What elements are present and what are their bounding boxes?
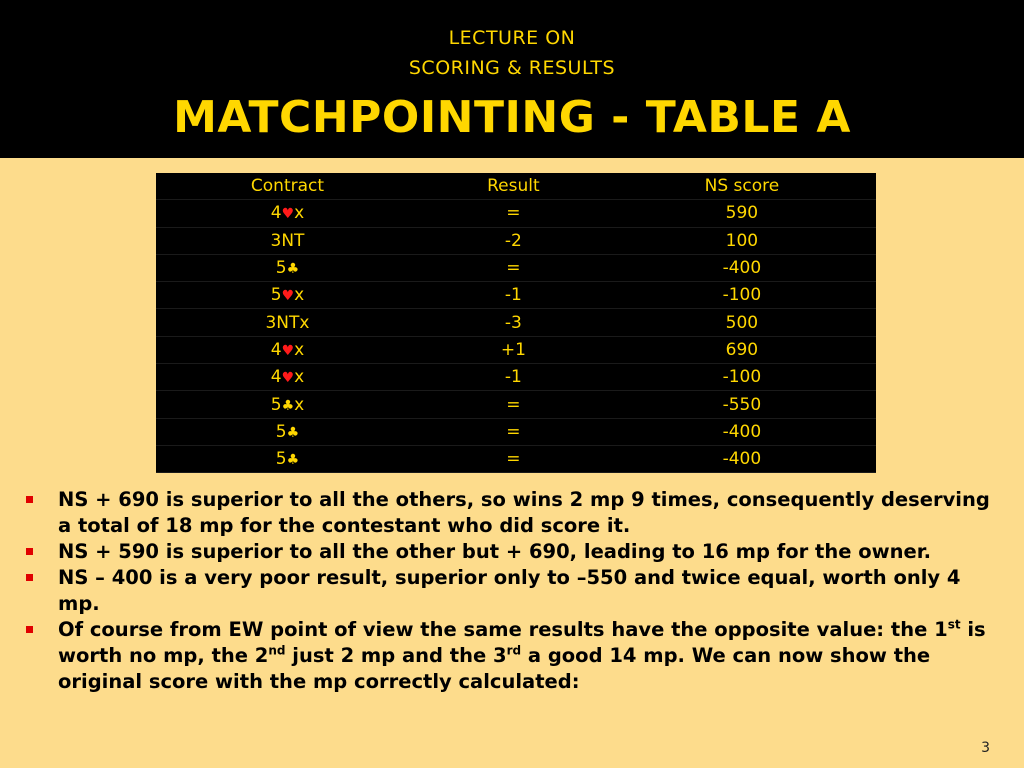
heart-suit-icon: ♥ bbox=[281, 288, 295, 305]
bullet-text-part: just 2 mp and the 3 bbox=[285, 644, 507, 667]
club-suit-icon: ♣ bbox=[281, 397, 295, 414]
result-cell: -1 bbox=[419, 364, 608, 391]
heart-suit-icon: ♥ bbox=[281, 370, 295, 387]
bullet-marker bbox=[26, 496, 33, 503]
result-cell: -1 bbox=[419, 282, 608, 309]
contract-level: 4 bbox=[270, 367, 282, 388]
table-row bbox=[156, 227, 876, 254]
bullet-marker bbox=[26, 574, 33, 581]
table-row bbox=[156, 282, 876, 309]
ns-score-cell: -400 bbox=[608, 254, 876, 281]
double-marker: x bbox=[294, 367, 305, 388]
table-row bbox=[156, 364, 876, 391]
table-row bbox=[156, 391, 876, 418]
result-cell: = bbox=[419, 418, 608, 445]
ns-score-cell: 690 bbox=[608, 336, 876, 363]
double-marker: x bbox=[294, 394, 305, 415]
contract-level: 5 bbox=[275, 421, 287, 442]
heart-suit-icon: ♥ bbox=[281, 206, 295, 223]
contract-cell bbox=[156, 200, 419, 227]
contract-cell bbox=[156, 309, 419, 336]
bullet-text: NS – 400 is a very poor result, superior only to –550 and twice equal, worth only 4 mp. bbox=[58, 566, 961, 615]
contract-cell bbox=[156, 445, 419, 472]
result-cell: -2 bbox=[419, 227, 608, 254]
column-header-ns-score: NS score bbox=[608, 173, 876, 200]
ns-score-cell: -550 bbox=[608, 391, 876, 418]
column-header-result: Result bbox=[419, 173, 608, 200]
bullet-item bbox=[26, 539, 1001, 565]
club-suit-icon: ♣ bbox=[286, 424, 300, 441]
table-row bbox=[156, 309, 876, 336]
contract-level: 5 bbox=[275, 449, 287, 470]
bullet-item bbox=[26, 617, 1001, 695]
table-row bbox=[156, 200, 876, 227]
contract-level: 5 bbox=[270, 285, 282, 306]
bullet-item bbox=[26, 565, 1001, 617]
bullet-text: NS + 690 is superior to all the others, so wins 2 mp 9 times, consequently deserving a total of 18 mp for the contestant who did score it. bbox=[58, 488, 990, 537]
slide-title: MATCHPOINTING - TABLE A bbox=[173, 92, 851, 143]
contract-level: 4 bbox=[270, 203, 282, 224]
header-subtitle-line1: LECTURE ON bbox=[448, 27, 576, 49]
contract-cell bbox=[156, 364, 419, 391]
bullet-list bbox=[26, 487, 1001, 695]
slide-header bbox=[0, 0, 1024, 158]
ns-score-cell: 100 bbox=[608, 227, 876, 254]
result-cell: = bbox=[419, 445, 608, 472]
ns-score-cell: 590 bbox=[608, 200, 876, 227]
double-marker: x bbox=[294, 285, 305, 306]
header-subtitle-line2: SCORING & RESULTS bbox=[408, 57, 616, 79]
result-cell: +1 bbox=[419, 336, 608, 363]
bullet-text-part: Of course from EW point of view the same results have the opposite value: the 1 bbox=[58, 618, 948, 641]
ns-score-cell: -400 bbox=[608, 445, 876, 472]
contract-cell bbox=[156, 418, 419, 445]
bullet-text: NS + 590 is superior to all the other but + 690, leading to 16 mp for the owner. bbox=[58, 540, 931, 563]
table-row bbox=[156, 418, 876, 445]
result-cell: -3 bbox=[419, 309, 608, 336]
score-table bbox=[156, 173, 876, 473]
club-suit-icon: ♣ bbox=[286, 452, 300, 469]
ns-score-cell: -400 bbox=[608, 418, 876, 445]
contract-cell bbox=[156, 227, 419, 254]
bullet-marker bbox=[26, 626, 33, 633]
contract-cell bbox=[156, 254, 419, 281]
contract-cell bbox=[156, 391, 419, 418]
double-marker: x bbox=[294, 203, 305, 224]
bullet-text-part: a good 14 mp. We can now show the original score with the mp correctly calculated: bbox=[58, 644, 931, 693]
ns-score-cell: -100 bbox=[608, 282, 876, 309]
ns-score-cell: 500 bbox=[608, 309, 876, 336]
contract-level: 3NT bbox=[270, 230, 305, 251]
contract-level: 5 bbox=[275, 258, 287, 279]
ordinal-suffix: nd bbox=[268, 643, 286, 658]
ordinal-suffix: st bbox=[947, 617, 961, 632]
page-number: 3 bbox=[981, 740, 990, 756]
ns-score-cell: -100 bbox=[608, 364, 876, 391]
column-header-contract: Contract bbox=[156, 173, 419, 200]
bullet-item bbox=[26, 487, 1001, 539]
bullet-marker bbox=[26, 548, 33, 555]
contract-level: 4 bbox=[270, 339, 282, 360]
result-cell: = bbox=[419, 391, 608, 418]
contract-cell bbox=[156, 282, 419, 309]
result-cell: = bbox=[419, 254, 608, 281]
contract-cell bbox=[156, 336, 419, 363]
ordinal-suffix: rd bbox=[506, 643, 522, 658]
bullet-text-part: is worth no mp, the 2 bbox=[58, 618, 986, 667]
contract-level: 5 bbox=[270, 394, 282, 415]
table-row bbox=[156, 254, 876, 281]
table-row bbox=[156, 445, 876, 472]
table-row bbox=[156, 336, 876, 363]
result-cell: = bbox=[419, 200, 608, 227]
heart-suit-icon: ♥ bbox=[281, 342, 295, 359]
club-suit-icon: ♣ bbox=[286, 261, 300, 278]
contract-level: 3NTx bbox=[265, 312, 310, 333]
double-marker: x bbox=[294, 339, 305, 360]
table-header-row bbox=[156, 173, 876, 200]
